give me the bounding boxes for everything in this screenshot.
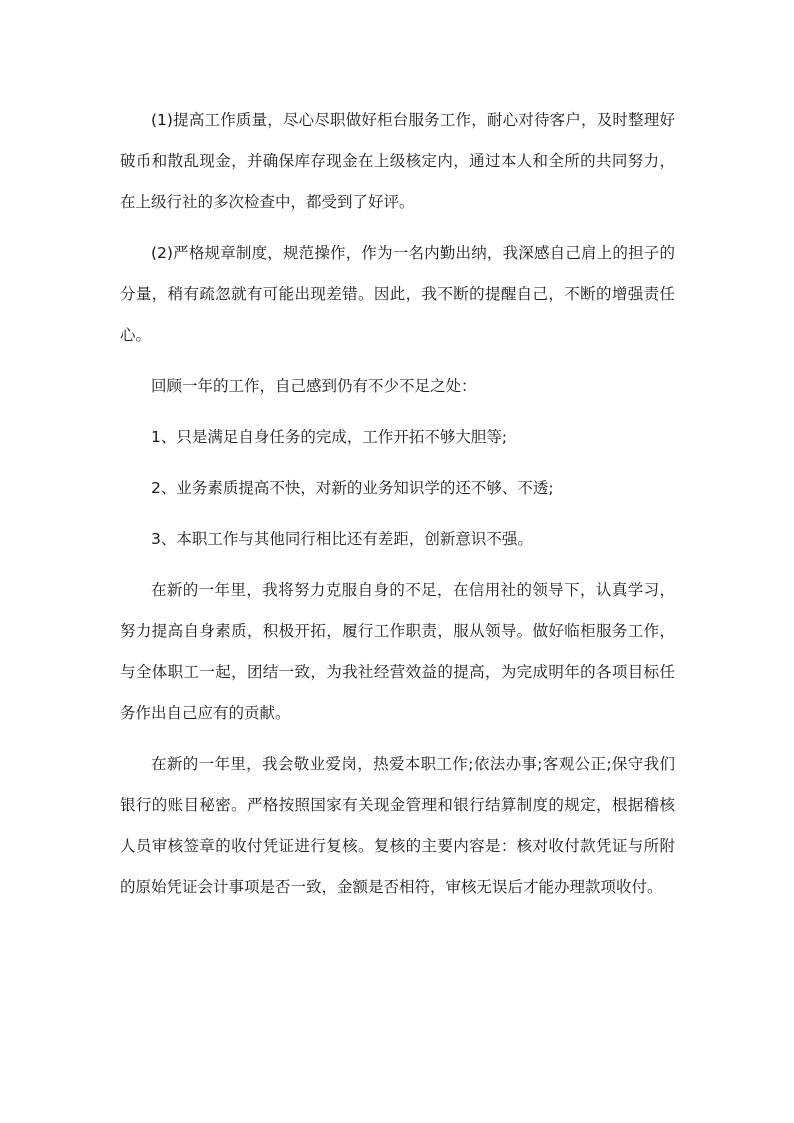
paragraph-gap xyxy=(120,356,675,366)
document-body xyxy=(120,100,675,908)
paragraph-gap xyxy=(120,458,675,468)
paragraph-gap xyxy=(120,560,675,570)
paragraph-rules: (2)严格规章制度，规范操作，作为一名内勤出纳，我深感自己肩上的担子的分量，稍有疏忽就有可能出现差错。因此，我不断的提醒自己，不断的增强责任心。 xyxy=(120,244,675,344)
paragraph-shortcoming-3: 3、本职工作与其他同行相比还有差距，创新意识不强。 xyxy=(151,530,533,548)
paragraph-shortcoming-1: 1、只是满足自身任务的完成，工作开拓不够大胆等; xyxy=(151,428,508,446)
paragraph-new-year-commitment: 在新的一年里，我会敬业爱岗，热爱本职工作;依法办事;客观公正;保守我们银行的账目秘密。严格按照国家有关现金管理和银行结算制度的规定，根据稽核人员审核签章的收付凭证进行复核。复核的主要内容是：核对收付款凭证与所附的原始凭证会计事项是否一致，金额是否相符，审核无误后才能办理款项收付。 xyxy=(120,755,675,896)
paragraph-review-intro: 回顾一年的工作，自己感到仍有不少不足之处： xyxy=(151,377,477,395)
paragraph-gap xyxy=(120,223,675,233)
paragraph-shortcoming-2: 2、业务素质提高不快，对新的业务知识学的还不够、不透; xyxy=(151,479,554,497)
paragraph-gap xyxy=(120,509,675,519)
paragraph-quality: (1)提高工作质量，尽心尽职做好柜台服务工作，耐心对待客户，及时整理好破币和散乱现金，并确保库存现金在上级核定内，通过本人和全所的共同努力，在上级行社的多次检查中，都受到了好评。 xyxy=(120,111,675,211)
paragraph-new-year-plan: 在新的一年里，我将努力克服自身的不足，在信用社的领导下，认真学习，努力提高自身素质，积极开拓，履行工作职责，服从领导。做好临柜服务工作，与全体职工一起，团结一致，为我社经营效益的提高，为完成明年的各项目标任务作出自己应有的贡献。 xyxy=(120,581,675,722)
paragraph-gap xyxy=(120,734,675,744)
paragraph-gap xyxy=(120,407,675,417)
